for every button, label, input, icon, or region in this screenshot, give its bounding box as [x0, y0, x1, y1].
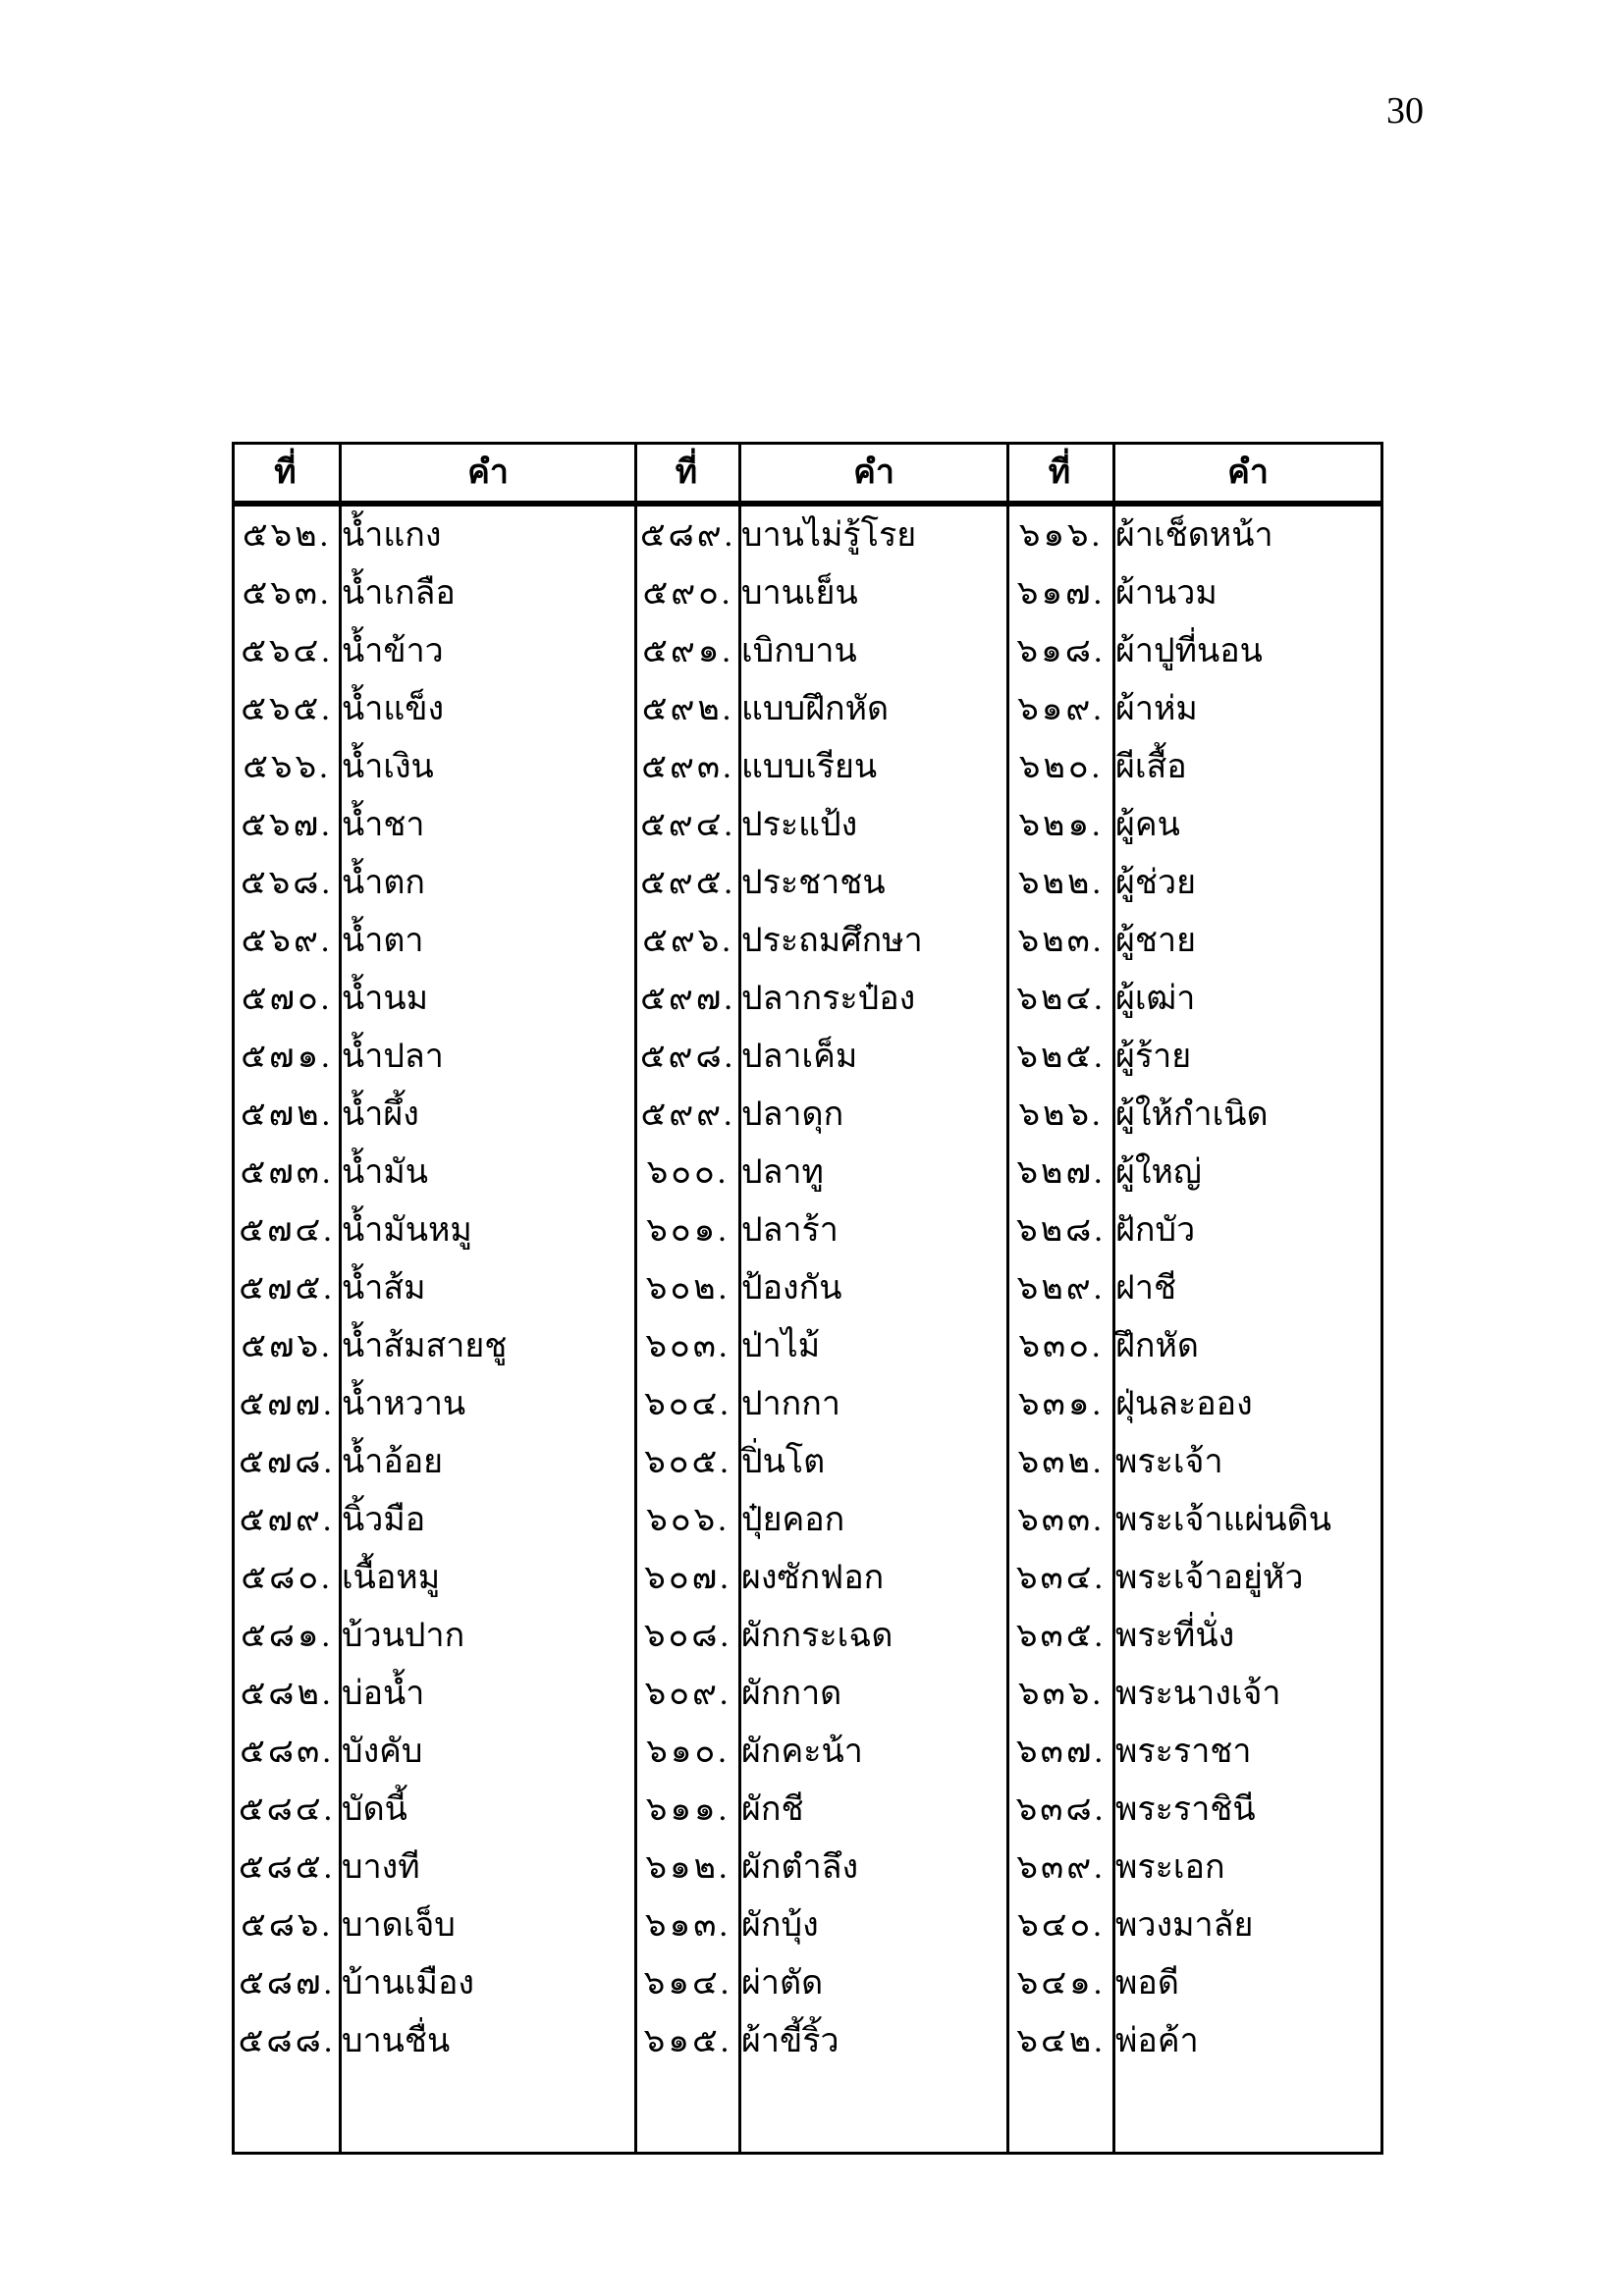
word-cell: ประชาชน — [740, 854, 1008, 912]
word-cell: ประแป้ง — [740, 796, 1008, 854]
word-cell: ผู้ช่วย — [1114, 854, 1382, 912]
index-cell: ๕๖๗. — [241, 806, 333, 843]
index-cell: ๖๒๗. — [1008, 1144, 1114, 1201]
index-cell: ๕๖๘. — [240, 864, 334, 901]
word-table-row — [234, 1896, 1382, 1954]
index-cell: ๕๖๖. — [243, 748, 331, 785]
word-cell: บานชื่น — [341, 2012, 636, 2070]
index-cell: ๕๗๖. — [241, 1327, 333, 1364]
word-cell: น้ำข้าว — [341, 622, 636, 680]
filler-cell — [234, 2070, 341, 2154]
word-cell: ผู้ใหญ่ — [1114, 1144, 1382, 1201]
index-cell: ๕๙๘. — [636, 1028, 740, 1086]
word-cell: ฝึกหัด — [1114, 1317, 1382, 1375]
word-cell: น้ำมันหมู — [341, 1201, 636, 1259]
index-cell: ๖๔๒. — [1008, 2012, 1114, 2070]
index-cell: ๕๘๕. — [238, 1848, 336, 1886]
index-cell: ๖๒๙. — [1008, 1259, 1114, 1317]
empty-filler-row — [234, 2070, 1382, 2154]
word-cell: แบบฝึกหัด — [740, 680, 1008, 738]
index-cell: ๖๓๘. — [1008, 1781, 1114, 1839]
index-cell: ๖๑๑. — [636, 1781, 740, 1839]
word-table-row — [234, 1201, 1382, 1259]
filler-cell — [1008, 2070, 1114, 2154]
index-cell: ๕๖๓. — [242, 574, 332, 612]
word-table-row — [234, 680, 1382, 738]
index-cell: ๖๒๖. — [1008, 1086, 1114, 1144]
word-table-row — [234, 1723, 1382, 1781]
index-cell: ๕๘๖. — [240, 1906, 334, 1944]
index-cell: ๕๙๒. — [636, 680, 740, 738]
index-cell: ๕๙๓. — [636, 738, 740, 796]
word-cell: น้ำเกลือ — [341, 564, 636, 622]
index-cell: ๖๓๕. — [1008, 1607, 1114, 1665]
word-cell: น้ำอ้อย — [341, 1433, 636, 1491]
index-cell: ๕๘๘. — [238, 2022, 336, 2059]
header-row — [234, 444, 1382, 505]
word-cell: ผักบุ้ง — [740, 1896, 1008, 1954]
word-cell: น้ำหวาน — [341, 1375, 636, 1433]
index-cell: ๕๗๑. — [241, 1038, 333, 1075]
word-cell: เบิกบาน — [740, 622, 1008, 680]
word-cell: ผ้านวม — [1114, 564, 1382, 622]
word-cell: น้ำตก — [341, 854, 636, 912]
word-cell: ปลากระป๋อง — [740, 970, 1008, 1028]
word-cell: ผู้ให้กำเนิด — [1114, 1086, 1382, 1144]
word-cell: ป่าไม้ — [740, 1317, 1008, 1375]
header-word-col2: คำ — [740, 444, 1008, 505]
index-cell: ๕๙๖. — [636, 912, 740, 970]
word-cell: ผ่าตัด — [740, 1954, 1008, 2012]
word-table-row — [234, 1954, 1382, 2012]
word-cell: ผงซักฟอก — [740, 1549, 1008, 1607]
header-no-col1: ที่ — [234, 444, 341, 505]
word-cell: ปลาร้า — [740, 1201, 1008, 1259]
word-table-row — [234, 1086, 1382, 1144]
index-cell: ๖๓๒. — [1008, 1433, 1114, 1491]
index-cell: ๕๗๔. — [239, 1211, 335, 1249]
word-cell: ผู้เฒ่า — [1114, 970, 1382, 1028]
word-cell: ผักชี — [740, 1781, 1008, 1839]
word-cell: ผู้คน — [1114, 796, 1382, 854]
index-cell: ๕๙๐. — [636, 564, 740, 622]
word-cell: ผ้าเช็ดหน้า — [1114, 504, 1382, 564]
word-cell: พ่อค้า — [1114, 2012, 1382, 2070]
word-table-row — [234, 1433, 1382, 1491]
index-cell: ๖๓๖. — [1008, 1665, 1114, 1723]
index-cell: ๖๑๒. — [636, 1839, 740, 1896]
word-cell: ปลาเค็ม — [740, 1028, 1008, 1086]
word-table-row — [234, 1781, 1382, 1839]
index-cell: ๖๑๓. — [636, 1896, 740, 1954]
index-cell: ๖๓๐. — [1008, 1317, 1114, 1375]
word-cell: ผ้าห่ม — [1114, 680, 1382, 738]
word-cell: ผู้ร้าย — [1114, 1028, 1382, 1086]
word-cell: บานไม่รู้โรย — [740, 504, 1008, 564]
index-cell: ๕๙๙. — [636, 1086, 740, 1144]
word-cell: บ่อน้ำ — [341, 1665, 636, 1723]
word-cell: เนื้อหมู — [341, 1549, 636, 1607]
index-cell: ๕๙๔. — [636, 796, 740, 854]
word-cell: น้ำปลา — [341, 1028, 636, 1086]
index-cell: ๖๑๖. — [1008, 504, 1114, 564]
word-table-row — [234, 854, 1382, 912]
word-cell: ป้องกัน — [740, 1259, 1008, 1317]
index-cell: ๖๓๓. — [1008, 1491, 1114, 1549]
word-cell: บาดเจ็บ — [341, 1896, 636, 1954]
index-cell: ๕๘๙. — [636, 504, 740, 564]
word-table — [232, 442, 1383, 2155]
index-cell: ๖๐๙. — [636, 1665, 740, 1723]
index-cell: ๕๘๓. — [240, 1733, 334, 1770]
index-cell: ๖๒๑. — [1008, 796, 1114, 854]
index-cell: ๖๓๑. — [1008, 1375, 1114, 1433]
word-cell: พระเจ้าอยู่หัว — [1114, 1549, 1382, 1607]
index-cell: ๖๔๐. — [1008, 1896, 1114, 1954]
word-cell: พระราชินี — [1114, 1781, 1382, 1839]
word-cell: ปิ่นโต — [740, 1433, 1008, 1491]
filler-cell — [341, 2070, 636, 2154]
word-cell: น้ำส้ม — [341, 1259, 636, 1317]
word-cell: บังคับ — [341, 1723, 636, 1781]
index-cell: ๕๙๑. — [636, 622, 740, 680]
word-table-row — [234, 970, 1382, 1028]
filler-cell — [636, 2070, 740, 2154]
word-table-row — [234, 1665, 1382, 1723]
word-cell: พระเจ้า — [1114, 1433, 1382, 1491]
word-cell: น้ำตา — [341, 912, 636, 970]
index-cell: ๕๗๘. — [238, 1443, 336, 1480]
index-cell: ๕๘๑. — [240, 1617, 334, 1654]
word-cell: น้ำแกง — [341, 504, 636, 564]
index-cell: ๖๒๔. — [1008, 970, 1114, 1028]
word-cell: ปลาทู — [740, 1144, 1008, 1201]
word-table-row — [234, 622, 1382, 680]
index-cell: ๖๓๗. — [1008, 1723, 1114, 1781]
index-cell: ๕๙๕. — [636, 854, 740, 912]
word-cell: บางที — [341, 1839, 636, 1896]
word-table-row — [234, 738, 1382, 796]
index-cell: ๖๒๒. — [1008, 854, 1114, 912]
word-cell: น้ำส้มสายชู — [341, 1317, 636, 1375]
word-cell: ผ้าปูที่นอน — [1114, 622, 1382, 680]
index-cell: ๖๓๙. — [1008, 1839, 1114, 1896]
index-cell: ๕๗๒. — [240, 1095, 334, 1133]
index-cell: ๖๐๑. — [636, 1201, 740, 1259]
word-cell: แบบเรียน — [740, 738, 1008, 796]
word-table-row — [234, 1028, 1382, 1086]
word-table-row — [234, 912, 1382, 970]
word-cell: บานเย็น — [740, 564, 1008, 622]
index-cell: ๖๑๔. — [636, 1954, 740, 2012]
word-cell: ฝาชี — [1114, 1259, 1382, 1317]
index-cell: ๖๐๔. — [636, 1375, 740, 1433]
header-no-col2: ที่ — [636, 444, 740, 505]
index-cell: ๖๐๗. — [636, 1549, 740, 1607]
index-cell: ๕๖๙. — [241, 922, 333, 959]
word-cell: พระเอก — [1114, 1839, 1382, 1896]
word-cell: น้ำผึ้ง — [341, 1086, 636, 1144]
index-cell: ๖๐๖. — [636, 1491, 740, 1549]
word-cell: พวงมาลัย — [1114, 1896, 1382, 1954]
word-cell: ผักตำลึง — [740, 1839, 1008, 1896]
index-cell: ๖๔๑. — [1008, 1954, 1114, 2012]
index-cell: ๖๑๘. — [1008, 622, 1114, 680]
word-table-row — [234, 1144, 1382, 1201]
index-cell: ๕๗๗. — [239, 1385, 335, 1422]
index-cell: ๕๘๗. — [238, 1964, 336, 2002]
index-cell: ๖๐๐. — [636, 1144, 740, 1201]
word-cell: ผู้ชาย — [1114, 912, 1382, 970]
index-cell: ๕๗๐. — [241, 980, 333, 1017]
word-cell: น้ำชา — [341, 796, 636, 854]
index-cell: ๕๖๕. — [241, 690, 333, 727]
index-cell: ๖๓๔. — [1008, 1549, 1114, 1607]
index-cell: ๖๑๕. — [636, 2012, 740, 2070]
word-cell: ผีเสื้อ — [1114, 738, 1382, 796]
word-cell: น้ำนม — [341, 970, 636, 1028]
index-cell: ๖๒๕. — [1008, 1028, 1114, 1086]
word-cell: น้ำเงิน — [341, 738, 636, 796]
page-number: 30 — [1386, 90, 1424, 132]
word-cell: ผักคะน้า — [740, 1723, 1008, 1781]
index-cell: ๕๖๒. — [242, 516, 332, 554]
header-word-col3: คำ — [1114, 444, 1382, 505]
word-cell: พระราชา — [1114, 1723, 1382, 1781]
index-cell: ๖๐๘. — [636, 1607, 740, 1665]
word-table-row — [234, 504, 1382, 564]
index-cell: ๖๐๓. — [636, 1317, 740, 1375]
word-cell: พระที่นั่ง — [1114, 1607, 1382, 1665]
index-cell: ๖๐๒. — [636, 1259, 740, 1317]
index-cell: ๕๗๙. — [239, 1501, 335, 1538]
word-cell: ปากกา — [740, 1375, 1008, 1433]
word-cell: ฝุ่นละออง — [1114, 1375, 1382, 1433]
word-table-row — [234, 564, 1382, 622]
word-cell: พระนางเจ้า — [1114, 1665, 1382, 1723]
word-cell: ปลาดุก — [740, 1086, 1008, 1144]
index-cell: ๖๑๗. — [1008, 564, 1114, 622]
index-cell: ๕๘๔. — [238, 1790, 336, 1828]
filler-cell — [740, 2070, 1008, 2154]
word-cell: บ้านเมือง — [341, 1954, 636, 2012]
word-cell: น้ำมัน — [341, 1144, 636, 1201]
word-cell: ฝักบัว — [1114, 1201, 1382, 1259]
word-cell: ปุ๋ยคอก — [740, 1491, 1008, 1549]
word-table-row — [234, 1259, 1382, 1317]
word-cell: น้ำแข็ง — [341, 680, 636, 738]
word-cell: พระเจ้าแผ่นดิน — [1114, 1491, 1382, 1549]
index-cell: ๖๒๘. — [1008, 1201, 1114, 1259]
index-cell: ๕๘๐. — [241, 1559, 333, 1596]
word-table-row — [234, 1375, 1382, 1433]
index-cell: ๕๘๒. — [240, 1675, 334, 1712]
index-cell: ๖๒๓. — [1008, 912, 1114, 970]
index-cell: ๕๖๔. — [241, 632, 333, 669]
word-cell: นิ้วมือ — [341, 1491, 636, 1549]
index-cell: ๖๒๐. — [1008, 738, 1114, 796]
word-table-row — [234, 1839, 1382, 1896]
word-cell: ผ้าขี้ริ้ว — [740, 2012, 1008, 2070]
word-table-row — [234, 796, 1382, 854]
index-cell: ๖๑๙. — [1008, 680, 1114, 738]
filler-cell — [1114, 2070, 1382, 2154]
word-table-row — [234, 1549, 1382, 1607]
word-table-row — [234, 1607, 1382, 1665]
index-cell: ๖๐๕. — [636, 1433, 740, 1491]
index-cell: ๖๑๐. — [636, 1723, 740, 1781]
word-table-row — [234, 1317, 1382, 1375]
word-cell: ผักกระเฉด — [740, 1607, 1008, 1665]
header-word-col1: คำ — [341, 444, 636, 505]
word-cell: ผักกาด — [740, 1665, 1008, 1723]
word-cell: บ้วนปาก — [341, 1607, 636, 1665]
word-cell: บัดนี้ — [341, 1781, 636, 1839]
word-cell: พอดี — [1114, 1954, 1382, 2012]
word-table-row — [234, 2012, 1382, 2070]
word-cell: ประถมศึกษา — [740, 912, 1008, 970]
word-table-row — [234, 1491, 1382, 1549]
index-cell: ๕๙๗. — [636, 970, 740, 1028]
index-cell: ๕๗๕. — [239, 1269, 335, 1307]
index-cell: ๕๗๓. — [240, 1153, 334, 1191]
header-no-col3: ที่ — [1008, 444, 1114, 505]
